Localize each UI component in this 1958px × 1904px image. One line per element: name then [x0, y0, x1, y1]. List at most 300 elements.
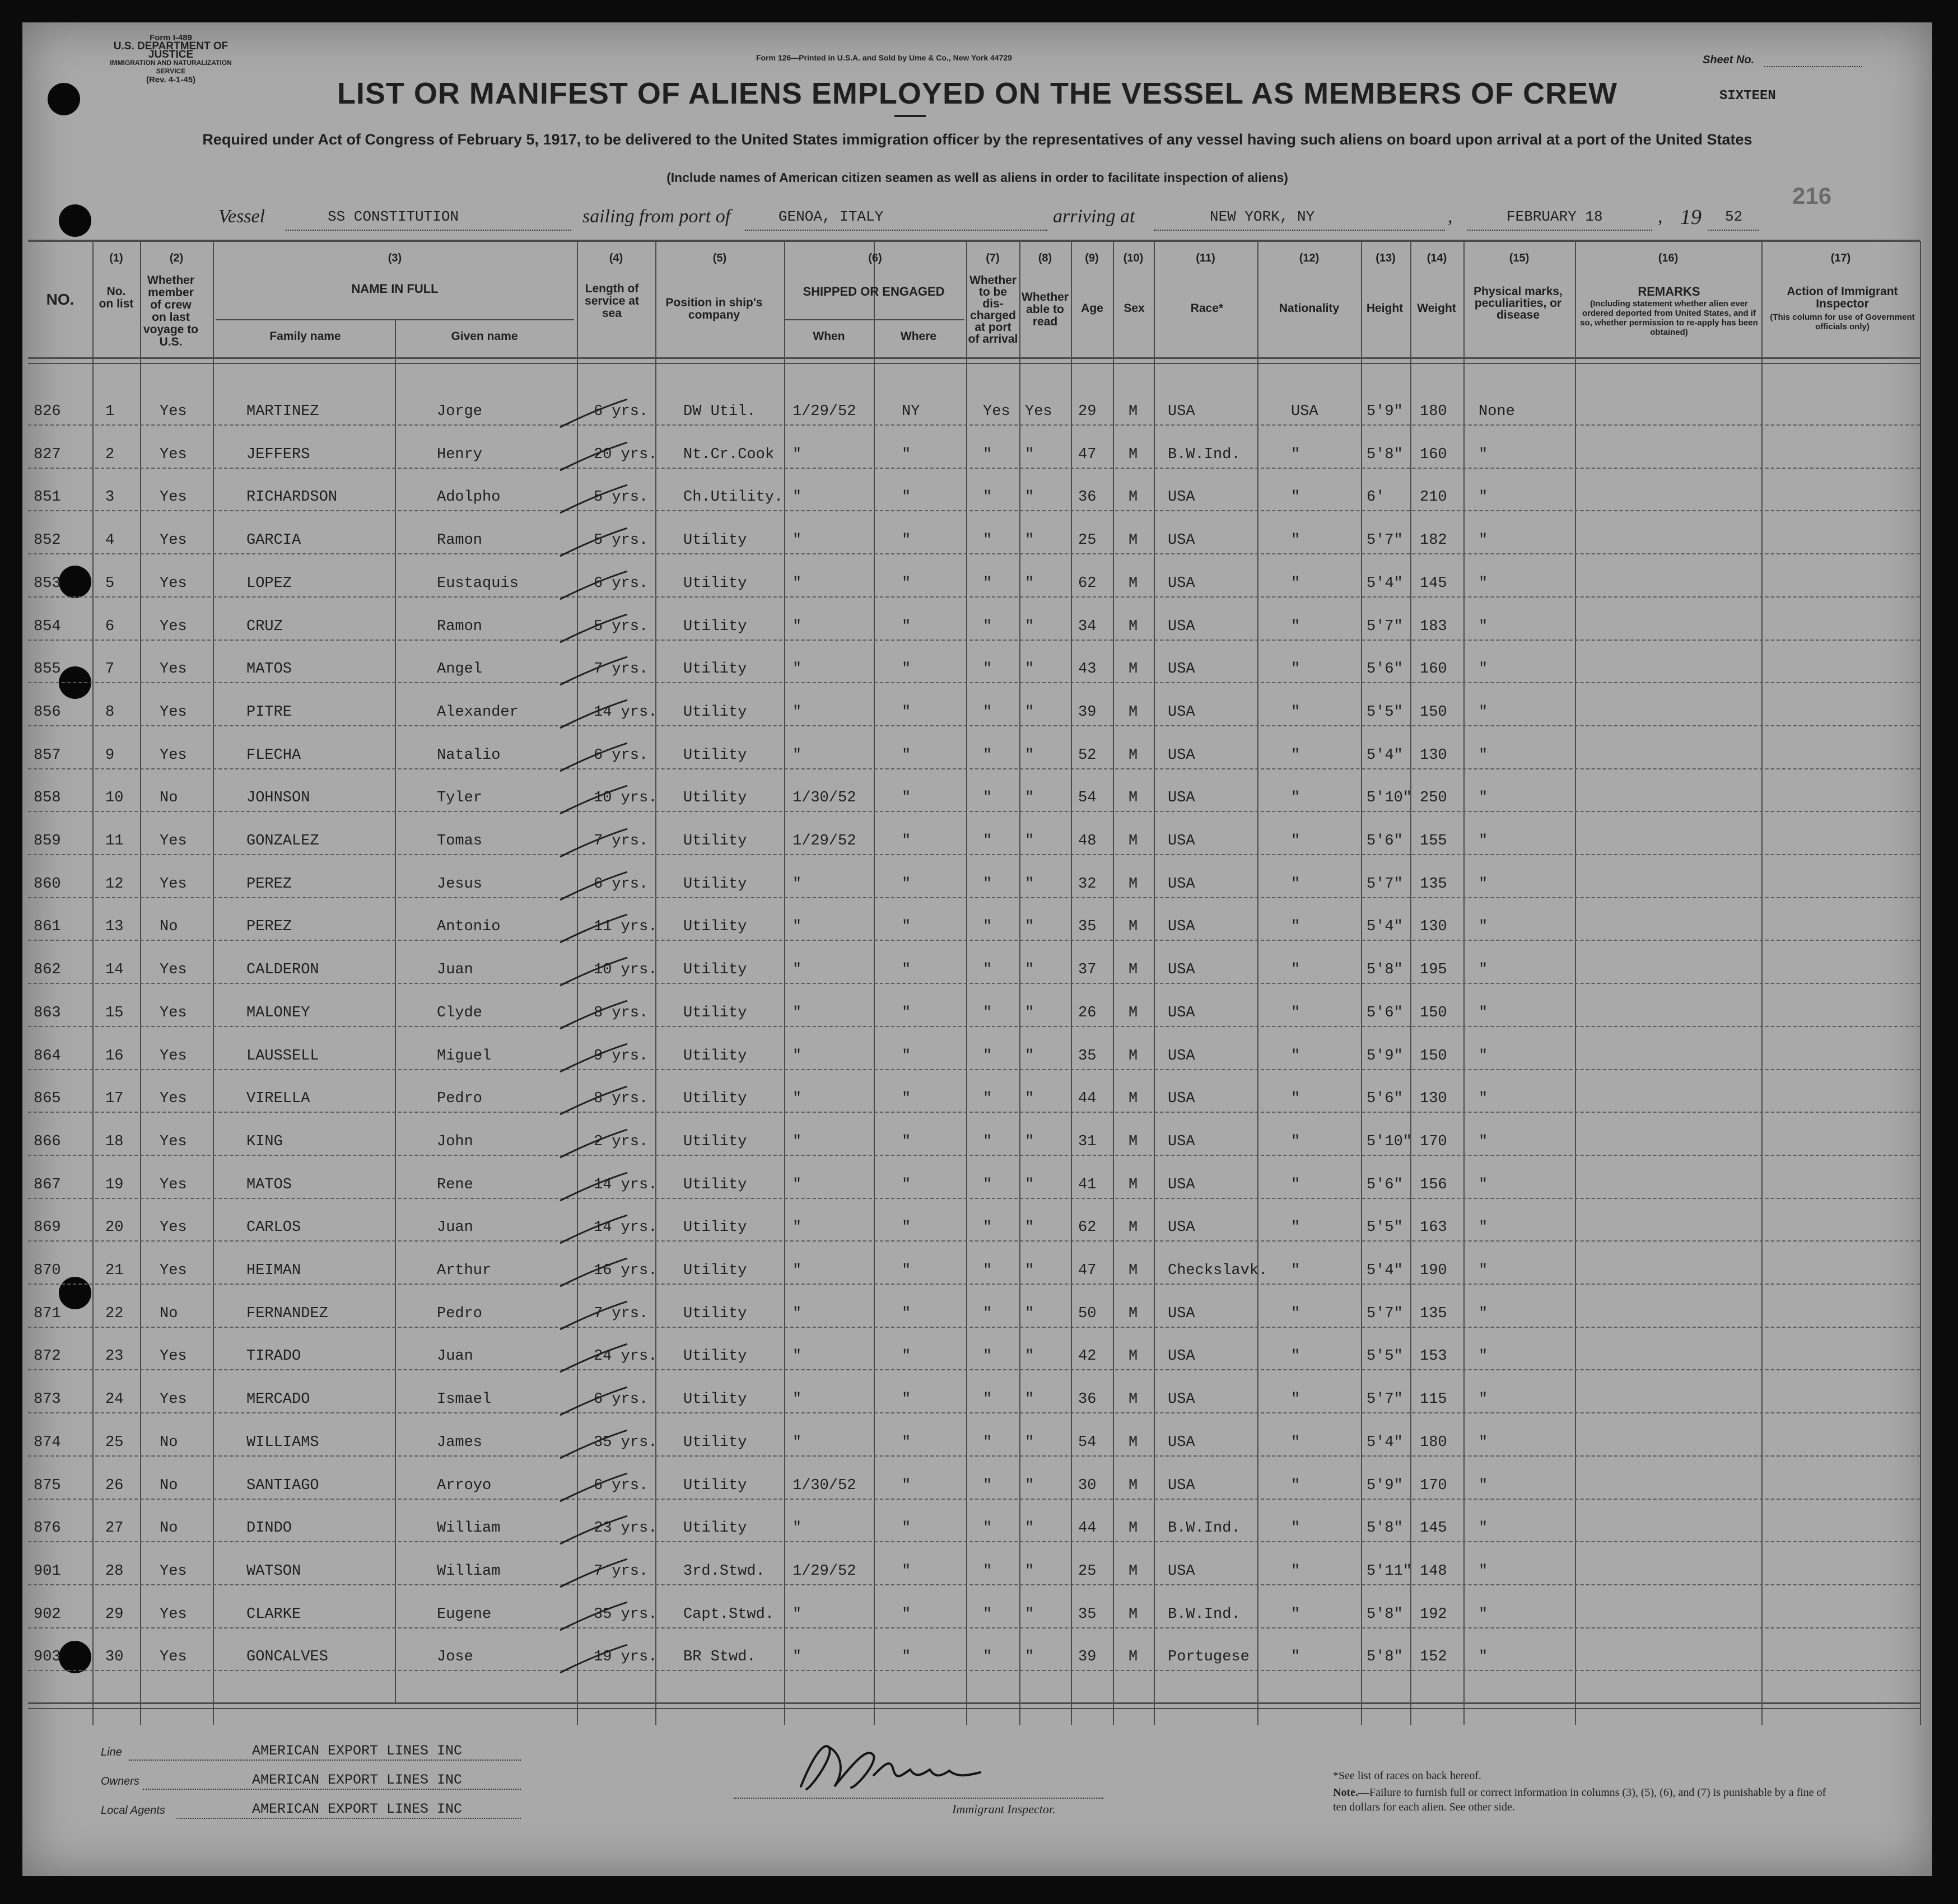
row-age: 36 — [1078, 489, 1097, 506]
row-race: USA — [1168, 575, 1195, 592]
row-race: USA — [1168, 962, 1195, 978]
row-where: " — [902, 1649, 911, 1665]
row-sex: M — [1129, 962, 1138, 978]
sailing-label: sailing from port of — [582, 206, 731, 227]
row-age: 62 — [1078, 1219, 1097, 1236]
row-list-number: 7 — [105, 661, 115, 678]
row-given-name: Jose — [437, 1649, 473, 1665]
row-entry-number: 861 — [34, 918, 61, 935]
row-nationality: " — [1291, 1348, 1300, 1365]
row-discharged: " — [983, 876, 992, 893]
row-nationality: " — [1291, 575, 1300, 592]
service-check-mark — [554, 1084, 633, 1117]
row-entry-number: 866 — [34, 1133, 61, 1150]
row-height: 5'9" — [1367, 1477, 1403, 1494]
row-position: Utility — [683, 790, 747, 806]
row-given-name: Ismael — [437, 1391, 492, 1408]
row-age: 35 — [1078, 1606, 1097, 1623]
row-list-number: 6 — [105, 618, 115, 635]
column-number: (2) — [169, 252, 184, 264]
row-position: Utility — [683, 1348, 747, 1365]
row-height: 5'4" — [1367, 747, 1403, 764]
row-position: Utility — [683, 618, 747, 635]
row-crew-member: Yes — [160, 661, 187, 678]
department: U.S. DEPARTMENT OF JUSTICE — [113, 40, 229, 60]
row-weight: 182 — [1420, 532, 1447, 549]
row-nationality: " — [1291, 1434, 1300, 1451]
row-list-number: 19 — [105, 1177, 124, 1193]
service-check-mark — [554, 1041, 633, 1075]
row-where: " — [902, 1348, 911, 1365]
row-able-read: " — [1025, 1434, 1034, 1451]
header-shipped: SHIPPED OR ENGAGED — [803, 284, 945, 298]
row-given-name: Pedro — [437, 1090, 483, 1107]
row-list-number: 3 — [105, 489, 115, 506]
row-family-name: LOPEZ — [246, 575, 292, 592]
row-when: " — [792, 918, 802, 935]
row-race: USA — [1168, 790, 1195, 806]
year-fill — [1708, 230, 1759, 231]
row-physical: " — [1479, 790, 1488, 806]
row-given-name: Alexander — [437, 704, 519, 721]
row-weight: 152 — [1420, 1649, 1447, 1665]
row-weight: 170 — [1420, 1133, 1447, 1150]
row-when: " — [792, 704, 802, 721]
row-physical: " — [1479, 1649, 1488, 1665]
row-rule — [28, 1541, 1920, 1542]
row-position: Utility — [683, 747, 747, 764]
row-when: " — [792, 575, 802, 592]
row-age: 39 — [1078, 704, 1097, 721]
row-position: Utility — [683, 1520, 747, 1537]
name-subrule — [216, 319, 574, 320]
row-rule — [28, 1240, 1920, 1242]
row-where: " — [902, 1305, 911, 1322]
row-physical: " — [1479, 704, 1488, 721]
service-check-mark — [554, 1642, 633, 1676]
row-race: USA — [1168, 1048, 1195, 1065]
row-crew-member: Yes — [160, 1563, 187, 1580]
row-where: " — [902, 704, 911, 721]
row-age: 50 — [1078, 1305, 1097, 1322]
service-check-mark — [554, 1127, 633, 1160]
row-when: 1/29/52 — [792, 1563, 856, 1580]
row-family-name: WILLIAMS — [246, 1434, 319, 1451]
row-age: 34 — [1078, 618, 1097, 635]
row-nationality: " — [1291, 446, 1300, 463]
row-physical: " — [1479, 1606, 1488, 1623]
row-list-number: 29 — [105, 1606, 124, 1623]
row-able-read: " — [1025, 1649, 1034, 1665]
row-weight: 195 — [1420, 962, 1447, 978]
row-where: " — [902, 1391, 911, 1408]
inspector-label: Immigrant Inspector. — [952, 1802, 1056, 1816]
arriving-label: arriving at — [1053, 206, 1135, 227]
row-entry-number: 867 — [34, 1177, 61, 1193]
row-family-name: FLECHA — [246, 747, 301, 764]
row-nationality: " — [1291, 918, 1300, 935]
row-physical: " — [1479, 747, 1488, 764]
row-rule — [28, 811, 1920, 812]
row-family-name: CRUZ — [246, 618, 283, 635]
row-given-name: Juan — [437, 1219, 473, 1236]
row-where: " — [902, 489, 911, 506]
row-height: 5'7" — [1367, 532, 1403, 549]
row-position: Utility — [683, 918, 747, 935]
column-number: (12) — [1299, 252, 1320, 264]
service-check-mark — [554, 396, 633, 430]
row-physical: " — [1479, 1434, 1488, 1451]
row-family-name: PITRE — [246, 704, 292, 721]
row-entry-number: 902 — [34, 1606, 61, 1623]
row-where: " — [902, 1048, 911, 1065]
row-given-name: Tomas — [437, 833, 483, 850]
row-length-service: 5 yrs. — [594, 532, 649, 549]
row-list-number: 5 — [105, 575, 115, 592]
row-list-number: 2 — [105, 446, 115, 463]
row-height: 5'8" — [1367, 1520, 1403, 1537]
year-prefix: 19 — [1680, 206, 1701, 229]
column-number: (8) — [1038, 252, 1052, 264]
header-when: When — [813, 330, 845, 343]
row-able-read: " — [1025, 704, 1034, 721]
row-age: 36 — [1078, 1391, 1097, 1408]
form-number: Form I-489 — [150, 33, 192, 43]
row-height: 5'8" — [1367, 962, 1403, 978]
header-action-note: (This column for use of Government officials only) — [1770, 312, 1915, 332]
row-position: Utility — [683, 1133, 747, 1150]
row-race: USA — [1168, 1005, 1195, 1021]
header-length-service: Length of service at sea — [585, 282, 639, 320]
row-length-service: 5 yrs. — [594, 489, 649, 506]
row-sex: M — [1129, 1305, 1138, 1322]
row-height: 5'7" — [1367, 1305, 1403, 1322]
row-rule — [28, 725, 1920, 726]
row-position: Utility — [683, 1005, 747, 1021]
row-length-service: 10 yrs. — [594, 962, 658, 978]
row-nationality: " — [1291, 1133, 1300, 1150]
row-length-service: 23 yrs. — [594, 1520, 658, 1537]
row-weight: 170 — [1420, 1477, 1447, 1494]
row-family-name: PEREZ — [246, 876, 292, 893]
header-position: Position in ship's company — [665, 296, 763, 321]
row-family-name: CALDERON — [246, 962, 319, 978]
row-height: 5'4" — [1367, 575, 1403, 592]
row-discharged: " — [983, 1520, 992, 1537]
row-discharged: " — [983, 962, 992, 978]
line-fill — [129, 1760, 521, 1761]
column-number: (9) — [1085, 252, 1099, 264]
row-rule — [28, 1026, 1920, 1027]
row-sex: M — [1129, 790, 1138, 806]
row-family-name: HEIMAN — [246, 1262, 301, 1279]
row-discharged: " — [983, 489, 992, 506]
row-entry-number: 871 — [34, 1305, 61, 1322]
row-where: " — [902, 1477, 911, 1494]
row-race: USA — [1168, 618, 1195, 635]
row-height: 5'7" — [1367, 1391, 1403, 1408]
row-age: 26 — [1078, 1005, 1097, 1021]
row-crew-member: No — [160, 1520, 178, 1537]
column-number: (1) — [109, 252, 123, 264]
row-age: 25 — [1078, 1563, 1097, 1580]
row-where: " — [902, 446, 911, 463]
row-list-number: 15 — [105, 1005, 124, 1021]
row-sex: M — [1129, 1090, 1138, 1107]
row-rule — [28, 1112, 1920, 1113]
column-number: (17) — [1830, 252, 1851, 264]
row-discharged: " — [983, 1649, 992, 1665]
column-rule — [1920, 241, 1921, 1725]
row-nationality: " — [1291, 1048, 1300, 1065]
row-family-name: JOHNSON — [246, 790, 310, 806]
row-where: " — [902, 918, 911, 935]
row-when: " — [792, 962, 802, 978]
row-weight: 115 — [1420, 1391, 1447, 1408]
row-length-service: 5 yrs. — [594, 618, 649, 635]
row-discharged: " — [983, 704, 992, 721]
row-physical: " — [1479, 1090, 1488, 1107]
service-check-mark — [554, 998, 633, 1032]
row-entry-number: 853 — [34, 575, 61, 592]
row-height: 5'6" — [1367, 1177, 1403, 1193]
row-weight: 160 — [1420, 446, 1447, 463]
row-height: 5'6" — [1367, 1005, 1403, 1021]
row-physical: " — [1479, 1005, 1488, 1021]
departure-port: GENOA, ITALY — [778, 208, 884, 225]
row-list-number: 21 — [105, 1262, 124, 1279]
row-age: 44 — [1078, 1090, 1097, 1107]
row-crew-member: Yes — [160, 704, 187, 721]
row-length-service: 9 yrs. — [594, 1048, 649, 1065]
row-age: 54 — [1078, 1434, 1097, 1451]
year-suffix: 52 — [1725, 208, 1743, 225]
row-sex: M — [1129, 1348, 1138, 1365]
row-family-name: MALONEY — [246, 1005, 310, 1021]
service-check-mark — [554, 1556, 633, 1590]
row-length-service: 10 yrs. — [594, 790, 658, 806]
service-check-mark — [554, 612, 633, 645]
row-given-name: Clyde — [437, 1005, 483, 1021]
row-age: 62 — [1078, 575, 1097, 592]
row-physical: " — [1479, 446, 1488, 463]
row-family-name: FERNANDEZ — [246, 1305, 328, 1322]
row-list-number: 12 — [105, 876, 124, 893]
row-age: 32 — [1078, 876, 1097, 893]
row-discharged: " — [983, 918, 992, 935]
row-sex: M — [1129, 833, 1138, 850]
row-weight: 183 — [1420, 618, 1447, 635]
row-where: " — [902, 1133, 911, 1150]
row-able-read: " — [1025, 876, 1034, 893]
row-able-read: " — [1025, 446, 1034, 463]
row-position: Ch.Utility. — [683, 489, 784, 506]
row-when: " — [792, 1090, 802, 1107]
row-entry-number: 855 — [34, 661, 61, 678]
row-entry-number: 903 — [34, 1649, 61, 1665]
service-check-mark — [554, 740, 633, 774]
row-where: " — [902, 833, 911, 850]
row-discharged: " — [983, 1348, 992, 1365]
row-list-number: 4 — [105, 532, 115, 549]
row-race: Checkslavk. — [1168, 1262, 1268, 1279]
row-when: " — [792, 489, 802, 506]
row-entry-number: 857 — [34, 747, 61, 764]
row-list-number: 10 — [105, 790, 124, 806]
row-able-read: " — [1025, 618, 1034, 635]
row-crew-member: Yes — [160, 403, 187, 420]
row-given-name: Pedro — [437, 1305, 483, 1322]
row-sex: M — [1129, 704, 1138, 721]
row-race: B.W.Ind. — [1168, 446, 1241, 463]
column-number: (11) — [1196, 252, 1215, 264]
row-crew-member: Yes — [160, 1048, 187, 1065]
header-no-on-list: No. on list — [99, 285, 134, 310]
row-family-name: RICHARDSON — [246, 489, 338, 506]
row-discharged: " — [983, 833, 992, 850]
row-where: " — [902, 618, 911, 635]
row-rule — [28, 1499, 1920, 1500]
row-entry-number: 872 — [34, 1348, 61, 1365]
row-discharged: " — [983, 1177, 992, 1193]
row-rule — [28, 1284, 1920, 1285]
service-check-mark — [554, 568, 633, 602]
row-weight: 130 — [1420, 747, 1447, 764]
row-when: " — [792, 876, 802, 893]
header-able-read: Whether able to read — [1022, 291, 1069, 328]
row-discharged: " — [983, 1262, 992, 1279]
row-sex: M — [1129, 747, 1138, 764]
row-discharged: " — [983, 1563, 992, 1580]
row-entry-number: 876 — [34, 1520, 61, 1537]
row-rule — [28, 510, 1920, 511]
row-crew-member: Yes — [160, 1133, 187, 1150]
row-discharged: " — [983, 747, 992, 764]
row-physical: " — [1479, 1477, 1488, 1494]
agents-fill — [176, 1818, 521, 1819]
row-crew-member: No — [160, 790, 178, 806]
row-weight: 160 — [1420, 661, 1447, 678]
left-number-header: NO. — [46, 291, 74, 308]
row-age: 37 — [1078, 962, 1097, 978]
row-able-read: " — [1025, 1305, 1034, 1322]
row-length-service: 20 yrs. — [594, 446, 658, 463]
row-race: USA — [1168, 1391, 1195, 1408]
row-crew-member: No — [160, 918, 178, 935]
row-family-name: GARCIA — [246, 532, 301, 549]
row-list-number: 23 — [105, 1348, 124, 1365]
inspector-fill — [734, 1798, 1103, 1799]
row-given-name: Natalio — [437, 747, 501, 764]
row-physical: " — [1479, 661, 1488, 678]
row-family-name: MATOS — [246, 1177, 292, 1193]
row-age: 48 — [1078, 833, 1097, 850]
row-sex: M — [1129, 918, 1138, 935]
row-entry-number: 854 — [34, 618, 61, 635]
row-when: " — [792, 661, 802, 678]
row-where: " — [902, 1219, 911, 1236]
row-able-read: " — [1025, 790, 1034, 806]
row-height: 5'9" — [1367, 403, 1403, 420]
row-weight: 155 — [1420, 833, 1447, 850]
row-given-name: Rene — [437, 1177, 473, 1193]
row-rule — [28, 553, 1920, 554]
row-position: Utility — [683, 661, 747, 678]
row-sex: M — [1129, 1477, 1138, 1494]
row-position: Utility — [683, 1434, 747, 1451]
row-rule — [28, 1627, 1920, 1628]
row-entry-number: 856 — [34, 704, 61, 721]
row-age: 47 — [1078, 1262, 1097, 1279]
row-height: 5'7" — [1367, 876, 1403, 893]
column-number: (3) — [388, 252, 402, 264]
row-length-service: 16 yrs. — [594, 1262, 658, 1279]
row-discharged: " — [983, 1090, 992, 1107]
row-nationality: " — [1291, 1606, 1300, 1623]
row-length-service: 35 yrs. — [594, 1434, 658, 1451]
row-crew-member: Yes — [160, 1606, 187, 1623]
row-nationality: " — [1291, 1563, 1300, 1580]
row-where: " — [902, 747, 911, 764]
row-when: " — [792, 1048, 802, 1065]
service-check-mark — [554, 1513, 633, 1547]
row-sex: M — [1129, 1262, 1138, 1279]
row-position: Utility — [683, 833, 747, 850]
row-able-read: " — [1025, 1219, 1034, 1236]
row-race: USA — [1168, 747, 1195, 764]
row-when: 1/30/52 — [792, 1477, 856, 1494]
row-rule — [28, 682, 1920, 683]
row-sex: M — [1129, 489, 1138, 506]
row-entry-number: 827 — [34, 446, 61, 463]
nota-block — [1333, 1785, 1837, 1814]
row-sex: M — [1129, 532, 1138, 549]
row-list-number: 28 — [105, 1563, 124, 1580]
row-physical: " — [1479, 532, 1488, 549]
header-remarks: REMARKS — [1638, 284, 1700, 298]
row-height: 5'6" — [1367, 833, 1403, 850]
row-when: " — [792, 1133, 802, 1150]
row-family-name: CARLOS — [246, 1219, 301, 1236]
row-nationality: " — [1291, 1219, 1300, 1236]
row-when: " — [792, 1005, 802, 1021]
header-weight: Weight — [1417, 302, 1456, 315]
column-number: (14) — [1426, 252, 1447, 264]
service-check-mark — [554, 1299, 633, 1332]
service-check-mark — [554, 525, 633, 559]
row-given-name: Adolpho — [437, 489, 501, 506]
header-height: Height — [1366, 302, 1404, 315]
inspector-signature — [790, 1725, 1003, 1803]
sub-column-rule — [395, 319, 396, 1702]
row-crew-member: Yes — [160, 747, 187, 764]
row-age: 30 — [1078, 1477, 1097, 1494]
service-check-mark — [554, 1256, 633, 1289]
row-position: Utility — [683, 704, 747, 721]
table-top-rule — [28, 240, 1920, 242]
vessel-label: Vessel — [218, 206, 265, 227]
row-position: DW Util. — [683, 403, 756, 420]
row-list-number: 30 — [105, 1649, 124, 1665]
row-given-name: Arthur — [437, 1262, 492, 1279]
form-title: LIST OR MANIFEST OF ALIENS EMPLOYED ON THE VESSEL AS MEMBERS OF CREW — [337, 77, 1618, 110]
row-length-service: 7 yrs. — [594, 833, 649, 850]
row-rule — [28, 1369, 1920, 1370]
row-weight: 156 — [1420, 1177, 1447, 1193]
row-age: 25 — [1078, 532, 1097, 549]
row-physical: " — [1479, 1520, 1488, 1537]
row-when: " — [792, 1305, 802, 1322]
